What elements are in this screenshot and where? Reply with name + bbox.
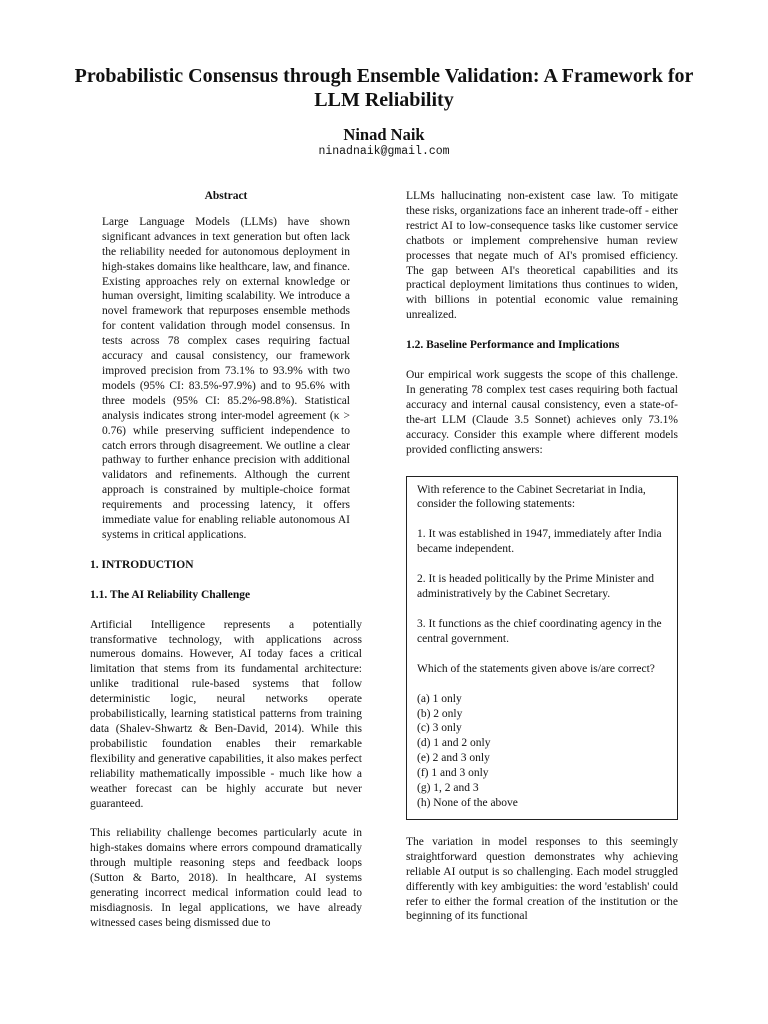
example-statement: 2. It is headed politically by the Prime Minister and administratively by the Cabinet Secretary. [417,573,654,601]
abstract-heading: Abstract [204,190,248,202]
answer-option: (h) None of the above [417,797,518,809]
author-name: Ninad Naik [343,125,425,144]
subsection-heading-1-1: 1.1. The AI Reliability Challenge [90,588,251,601]
example-question-box [406,476,678,820]
answer-option: (a) 1 only [417,692,462,705]
paragraph-1-1-b: This reliability challenge becomes particularly acute in high-stakes domains where errors compound dramatically through multiple reasoning steps and feedback loops (Sutton & Barto, 2018). In healthcare, AI systems generating incorrect medical information could lead to misdiagnosis. In legal applications, we have already witnessed cases being dismissed due to [90,827,362,929]
answer-option: (d) 1 and 2 only [417,737,491,750]
abstract-text: Large Language Models (LLMs) have shown significant advances in text generation but often lack the reliability needed for autonomous deployment in high-stakes domains like healthcare, law, and finance. Existing approaches rely on external knowledge or human oversight, limiting scalability. We introduce a novel framework that repurposes ensemble methods for content validation through model consensus. In tests across 78 complex cases requiring factual accuracy and causal consistency, our framework improved precision from 73.1% to 93.9% with two models (95% CI: 83.5%-97.9%) and to 95.6% with three models (95% CI: 85.2%-98.8%). Statistical analysis indicates strong inter-model agreement (κ > 0.76) while preserving sufficient independence to catch errors through disagreement. We outline a clear pathway to further enhance precision with additional validators and refinements. Although the current approach is constrained by multiple-choice format requirements and processing latency, it offers immediate value for enabling reliable autonomous AI systems in critical applications. [102,215,351,541]
answer-option: (b) 2 only [417,707,463,720]
subsection-heading-1-2: 1.2. Baseline Performance and Implications [406,339,620,352]
answer-options-list [417,692,667,811]
paragraph-1-2-b: The variation in model responses to this seemingly straightforward question demonstrates why achieving reliable AI output is so challenging. Each model struggled differently with key ambiguities: the word 'establish' could refer to either the formal creation of the institution or the beginning of its functional [406,835,678,923]
example-statement: 3. It functions as the chief coordinating agency in the central government. [417,617,662,645]
paragraph-1-1-a: Artificial Intelligence represents a potentially transformative technology, with applications across numerous domains. However, AI today faces a critical limitation that stems from its fundamental architecture: unlike traditional rule-based systems that follow deterministic logic, neural networks operate probabilistically, learning statistical patterns from training data (Shalev-Shwartz & Ben-David, 2014). While this probabilistic foundation enables their remarkable flexibility and generative capabilities, it also makes perfect reliability mathematically impossible - much like how a weather forecast can be highly accurate but never guaranteed. [90,618,362,810]
right-column [406,189,678,924]
section-heading-introduction: 1. INTRODUCTION [90,558,194,571]
paragraph-1-1-b-continued: LLMs hallucinating non-existent case law. To mitigate these risks, organizations face an inherent trade-off - either restrict AI to low-consequence tasks like customer service chatbots or implement comprehensive human review processes that negate much of AI's promised efficiency. The gap between AI's theoretical capabilities and its practical deployment limitations thus continues to widen, with billions in potential economic value remaining unrealized. [406,190,678,322]
author-email: ninadnaik@gmail.com [318,145,450,158]
left-column [90,189,362,931]
paragraph-1-2-a: Our empirical work suggests the scope of this challenge. In generating 78 complex test cases requiring both factual accuracy and internal causal consistency, even a state-of-the-art LLM (Claude 3.5 Sonnet) achieves only 73.1% accuracy. Consider this example where different models provided conflicting answers: [406,369,678,456]
example-question: Which of the statements given above is/are correct? [417,662,655,675]
answer-option: (c) 3 only [417,722,462,735]
answer-option: (e) 2 and 3 only [417,752,490,765]
paper-title: Probabilistic Consensus through Ensemble Validation: A Framework for LLM Reliability [74,65,694,111]
answer-option: (g) 1, 2 and 3 [417,782,479,795]
example-statement: 1. It was established in 1947, immediately after India became independent. [417,528,662,556]
answer-option: (f) 1 and 3 only [417,767,489,780]
example-intro: With reference to the Cabinet Secretariat in India, consider the following statements: [417,483,646,511]
